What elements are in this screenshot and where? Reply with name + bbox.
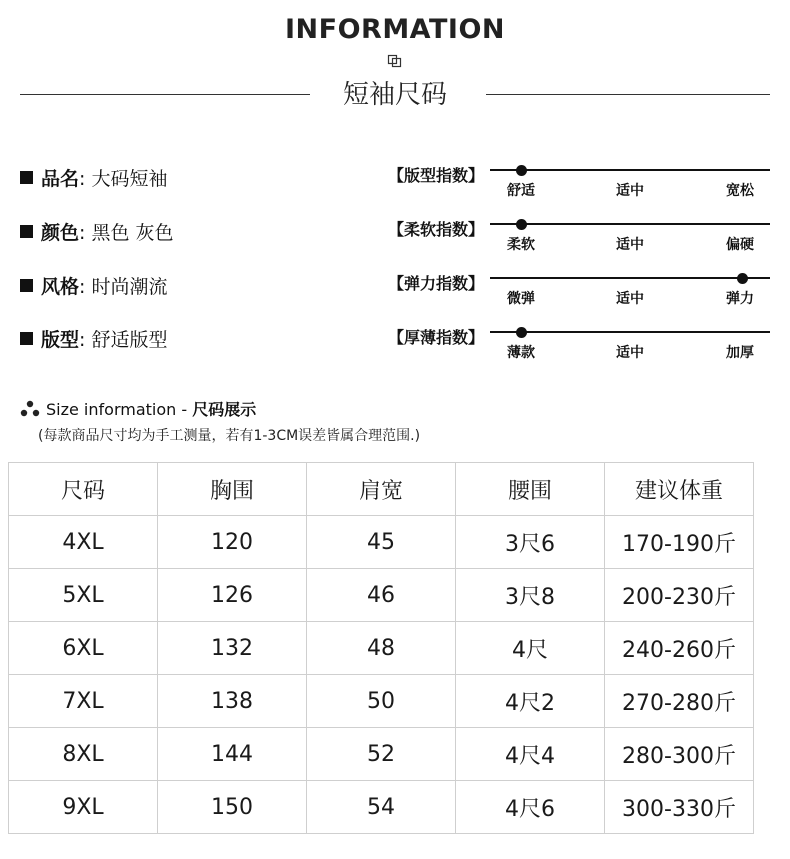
index-label-softness: 【柔软指数】 bbox=[388, 220, 485, 239]
table-cell: 280-300斤 bbox=[605, 728, 754, 781]
info-row-color: 颜色: 黑色 灰色 bbox=[20, 218, 174, 245]
scale-marker bbox=[516, 327, 527, 338]
scale-marker bbox=[737, 273, 748, 284]
table-cell: 4XL bbox=[9, 516, 158, 569]
table-row bbox=[9, 569, 754, 622]
table-cell: 270-280斤 bbox=[605, 675, 754, 728]
table-cell: 4尺 bbox=[456, 622, 605, 675]
table-cell: 5XL bbox=[9, 569, 158, 622]
info-key: 风格 bbox=[41, 276, 80, 298]
bullet-square-icon bbox=[20, 279, 33, 292]
bullet-square-icon bbox=[20, 171, 33, 184]
table-header-cell: 建议体重 bbox=[605, 463, 754, 516]
table-header-cell: 腰围 bbox=[456, 463, 605, 516]
size-info-title-cn: 尺码展示 bbox=[192, 400, 257, 419]
table-cell: 138 bbox=[158, 675, 307, 728]
bullet-square-icon bbox=[20, 332, 33, 345]
table-cell: 126 bbox=[158, 569, 307, 622]
info-row-fit: 版型: 舒适版型 bbox=[20, 325, 167, 352]
table-cell: 52 bbox=[307, 728, 456, 781]
scale-high-label: 弹力 bbox=[726, 291, 754, 307]
scale-marker bbox=[516, 165, 527, 176]
table-row bbox=[9, 781, 754, 834]
scale-marker bbox=[516, 219, 527, 230]
info-value: 舒适版型 bbox=[91, 329, 168, 351]
header-divider-right bbox=[486, 94, 770, 95]
table-row bbox=[9, 728, 754, 781]
table-cell: 9XL bbox=[9, 781, 158, 834]
index-label-fit: 【版型指数】 bbox=[388, 166, 485, 185]
table-cell: 54 bbox=[307, 781, 456, 834]
scale-low-label: 柔软 bbox=[507, 237, 535, 253]
overlap-squares-icon bbox=[387, 54, 403, 68]
table-cell: 170-190斤 bbox=[605, 516, 754, 569]
table-cell: 4尺6 bbox=[456, 781, 605, 834]
scale-low-label: 微弹 bbox=[507, 291, 535, 307]
table-cell: 6XL bbox=[9, 622, 158, 675]
scale-line bbox=[490, 169, 770, 171]
info-key: 版型 bbox=[41, 329, 80, 351]
title-chinese: 短袖尺码 bbox=[342, 80, 447, 110]
size-info-title-en: Size information - bbox=[46, 400, 193, 419]
table-cell: 3尺8 bbox=[456, 569, 605, 622]
table-header-row bbox=[9, 463, 754, 516]
table-cell: 132 bbox=[158, 622, 307, 675]
dots-cluster-icon bbox=[20, 400, 40, 418]
table-row bbox=[9, 675, 754, 728]
table-cell: 300-330斤 bbox=[605, 781, 754, 834]
table-cell: 4尺2 bbox=[456, 675, 605, 728]
table-cell: 4尺4 bbox=[456, 728, 605, 781]
scale-line bbox=[490, 277, 770, 279]
table-cell: 150 bbox=[158, 781, 307, 834]
table-cell: 8XL bbox=[9, 728, 158, 781]
table-cell: 120 bbox=[158, 516, 307, 569]
table-header-cell: 肩宽 bbox=[307, 463, 456, 516]
scale-mid-label: 适中 bbox=[616, 345, 644, 361]
index-label-thickness: 【厚薄指数】 bbox=[388, 328, 485, 347]
size-table-body bbox=[9, 463, 754, 834]
scale-low-label: 舒适 bbox=[507, 183, 535, 199]
size-table bbox=[8, 462, 754, 834]
scale-line bbox=[490, 223, 770, 225]
scale-high-label: 宽松 bbox=[726, 183, 754, 199]
table-cell: 144 bbox=[158, 728, 307, 781]
title-english: INFORMATION bbox=[284, 14, 505, 45]
info-key: 品名 bbox=[41, 168, 80, 190]
table-cell: 7XL bbox=[9, 675, 158, 728]
table-header-cell: 尺码 bbox=[9, 463, 158, 516]
scale-high-label: 偏硬 bbox=[726, 237, 754, 253]
scale-low-label: 薄款 bbox=[507, 345, 535, 361]
info-key: 颜色 bbox=[41, 222, 80, 244]
table-header-cell: 胸围 bbox=[158, 463, 307, 516]
table-cell: 45 bbox=[307, 516, 456, 569]
info-value: 大码短袖 bbox=[91, 168, 168, 190]
info-value: 黑色 灰色 bbox=[91, 222, 174, 244]
index-label-elasticity: 【弹力指数】 bbox=[388, 274, 485, 293]
table-row bbox=[9, 516, 754, 569]
scale-mid-label: 适中 bbox=[616, 183, 644, 199]
bullet-square-icon bbox=[20, 225, 33, 238]
table-row bbox=[9, 622, 754, 675]
table-cell: 46 bbox=[307, 569, 456, 622]
info-row-style: 风格: 时尚潮流 bbox=[20, 272, 167, 299]
scale-mid-label: 适中 bbox=[616, 291, 644, 307]
info-value: 时尚潮流 bbox=[91, 276, 168, 298]
size-info-note: (每款商品尺寸均为手工测量，若有1-3CM误差皆属合理范围.) bbox=[38, 428, 421, 444]
scale-mid-label: 适中 bbox=[616, 237, 644, 253]
scale-high-label: 加厚 bbox=[726, 345, 754, 361]
table-cell: 3尺6 bbox=[456, 516, 605, 569]
size-info-title bbox=[46, 397, 256, 420]
table-cell: 240-260斤 bbox=[605, 622, 754, 675]
scale-line bbox=[490, 331, 770, 333]
table-cell: 50 bbox=[307, 675, 456, 728]
table-cell: 200-230斤 bbox=[605, 569, 754, 622]
info-row-name: 品名: 大码短袖 bbox=[20, 164, 167, 191]
table-cell: 48 bbox=[307, 622, 456, 675]
